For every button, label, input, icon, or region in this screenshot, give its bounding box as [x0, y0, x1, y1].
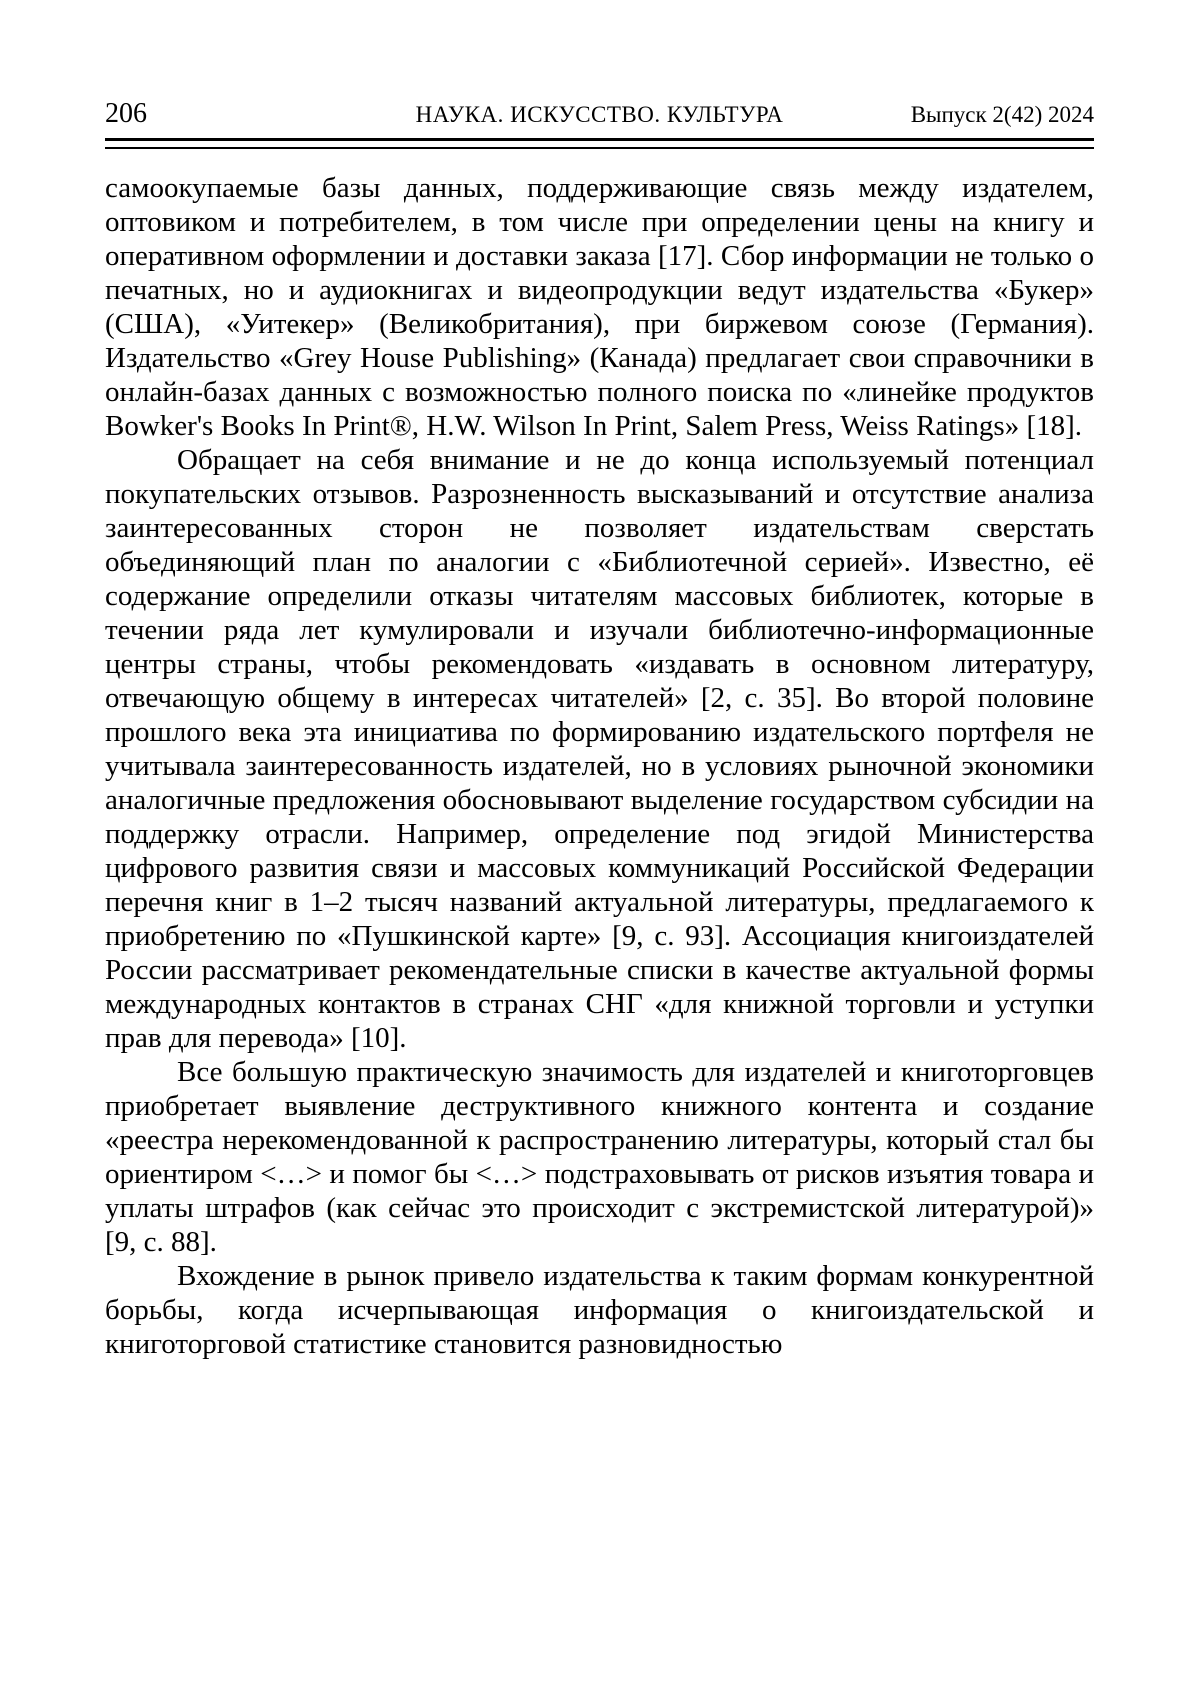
- journal-title: НАУКА. ИСКУССТВО. КУЛЬТУРА: [415, 102, 784, 127]
- page-number: 206: [105, 98, 147, 129]
- paragraph: самоокупаемые базы данных, поддерживающие связь между издателем, оптовиком и потребителем, в том числе при определении цены на книгу и оперативном оформлении и доставки заказа [17]. Сбор информации не только о печатных, но и аудиокнигах и видеопродукции ведут издательства «Букер» (США), «Уитекер» (Великобритания), при биржевом союзе (Германия). Издательство «Grey House Publishing» (Канада) предлагает свои справочники в онлайн-базах данных с возможностью полного поиска по «линейке продуктов Bowker's Books In Print®, H.W. Wilson In Print, Salem Press, Weiss Ratings» [18].: [105, 172, 1094, 442]
- issue-label: Выпуск 2(42) 2024: [910, 102, 1094, 127]
- paragraph: Все большую практическую значимость для издателей и книготорговцев приобретает выявление деструктивного книжного контента и создание «реестра нерекомендованной к распространению литературы, который стал бы ориентиром <…> и помог бы <…> подстраховывать от рисков изъятия товара и уплаты штрафов (как сейчас это происходит с экстремистской литературой)» [9, с. 88].: [105, 1056, 1094, 1258]
- paragraph: Вхождение в рынок привело издательства к таким формам конкурентной борьбы, когда исчерпывающая информация о книгоиздательской и книготорговой статистике становится разновидностью: [105, 1260, 1094, 1360]
- header-double-rule: [105, 138, 1094, 149]
- paragraph: Обращает на себя внимание и не до конца используемый потенциал покупательских отзывов. Разрозненность высказываний и отсутствие анализа заинтересованных сторон не позволяет издательствам сверстать объединяющий план по аналогии с «Библиотечной серией». Известно, её содержание определили отказы читателям массовых библиотек, которые в течении ряда лет кумулировали и изучали библиотечно-информационные центры страны, чтобы рекомендовать «издавать в основном литературу, отвечающую общему в интересах читателей» [2, с. 35]. Во второй половине прошлого века эта инициатива по формированию издательского портфеля не учитывала заинтересованность издателей, но в условиях рыночной экономики аналогичные предложения обосновывают выделение государством субсидии на поддержку отрасли. Например, определение под эгидой Министерства цифрового развития связи и массовых коммуникаций Российской Федерации перечня книг в 1–2 тысяч названий актуальной литературы, предлагаемого к приобретению по «Пушкинской карте» [9, с. 93]. Ассоциация книгоиздателей России рассматривает рекомендательные списки в качестве актуальной формы международных контактов в странах СНГ «для книжной торговли и уступки прав для перевода» [10].: [105, 444, 1094, 1054]
- page-header: [105, 100, 1094, 128]
- page-body: [105, 171, 1094, 1361]
